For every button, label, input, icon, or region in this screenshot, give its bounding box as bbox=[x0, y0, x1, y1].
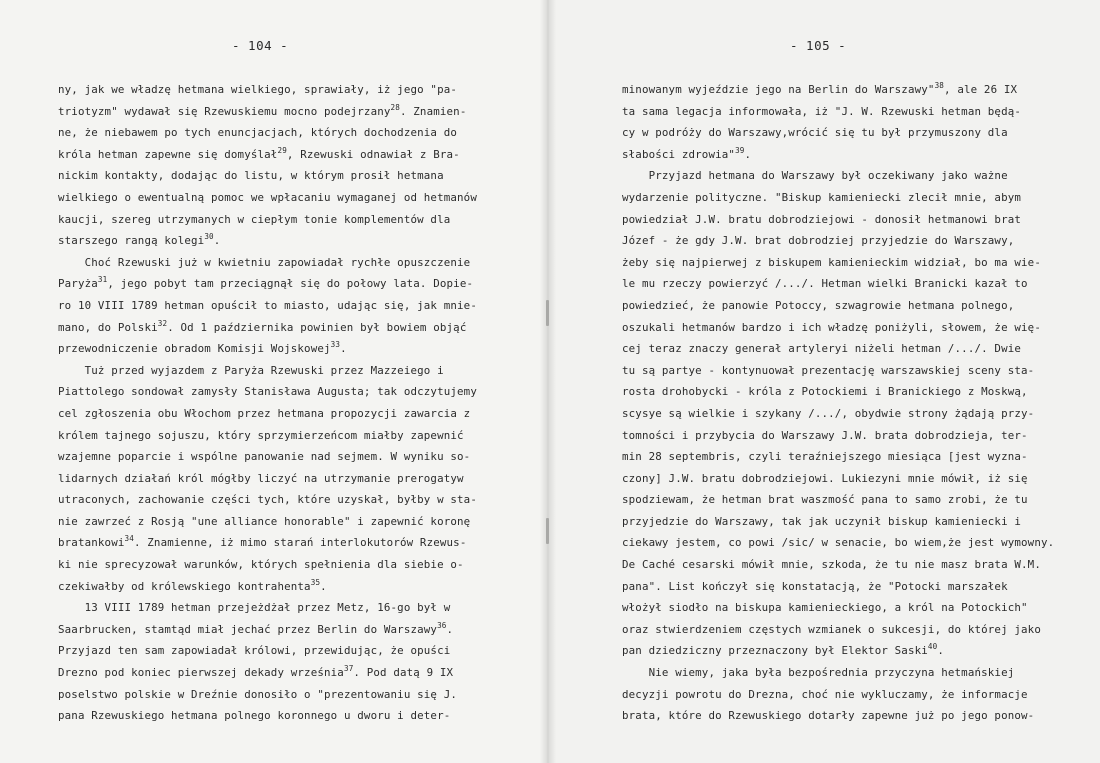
line-text: ciekawy jestem, co powi /sic/ w senacie, bo wiem,że jest wymowny. bbox=[622, 536, 1055, 550]
text-line bbox=[622, 425, 1054, 447]
line-text: powiedzieć, że panowie Potoccy, szwagrowie hetmana polnego, bbox=[622, 298, 1015, 312]
line-text: ny, jak we władzę hetmana wielkiego, sprawiały, iż jego "pa- bbox=[58, 83, 458, 96]
text-line bbox=[622, 403, 1054, 425]
text-line bbox=[58, 597, 477, 619]
line-text: starszego rangą kolegi bbox=[58, 234, 205, 248]
text-line bbox=[58, 79, 477, 101]
text-line bbox=[58, 554, 477, 576]
line-text-continued: . bbox=[320, 579, 327, 593]
footnote-marker: 34 bbox=[124, 534, 134, 544]
text-line bbox=[622, 381, 1054, 403]
text-line bbox=[58, 381, 477, 403]
line-text: Saarbrucken, stamtąd miał jechać przez Berlin do Warszawy bbox=[58, 622, 438, 636]
text-line bbox=[622, 446, 1054, 468]
line-text-continued: , ale 26 IX bbox=[944, 83, 1018, 96]
text-line bbox=[58, 360, 477, 382]
page-number-left: - 104 - bbox=[232, 38, 289, 53]
text-line bbox=[622, 597, 1054, 619]
text-line bbox=[622, 576, 1054, 598]
line-text: decyzji powrotu do Drezna, choć nie wykluczamy, że informacje bbox=[622, 687, 1028, 701]
staple-mark bbox=[546, 518, 549, 544]
line-text: oszukali hetmanów bardzo i ich władzę poniżyli, słowem, że wię- bbox=[622, 320, 1041, 334]
footnote-marker: 28 bbox=[390, 102, 400, 112]
line-text: włożył siodło na biskupa kamienieckiego, a król na Potockich" bbox=[622, 601, 1028, 615]
text-line bbox=[622, 684, 1054, 706]
footnote-marker: 39 bbox=[735, 145, 745, 155]
text-line bbox=[58, 403, 477, 425]
text-line bbox=[58, 144, 477, 166]
footnote-marker: 31 bbox=[97, 275, 108, 285]
line-text: Nie wiemy, jaka była bezpośrednia przyczyna hetmańskiej bbox=[622, 666, 1015, 680]
line-text: min 28 septembris, czyli teraźniejszego miesiąca [jest wyzna- bbox=[622, 450, 1028, 464]
line-text-continued: , jego pobyt tam przeciągnął się do połowy lata. Dopie- bbox=[107, 277, 474, 291]
line-text: ta sama legacja informowała, iż "J. W. Rzewuski hetman będą- bbox=[622, 104, 1022, 118]
footnote-marker: 35 bbox=[310, 577, 321, 587]
line-text: wydarzenie polityczne. "Biskup kamieniecki zlecił mnie, abym bbox=[622, 190, 1022, 204]
line-text: triotyzm" wydawał się Rzewuskiemu mocno podejrzany bbox=[58, 104, 391, 118]
page-number-right: - 105 - bbox=[790, 38, 847, 53]
line-text: Paryża bbox=[58, 277, 98, 291]
text-line bbox=[58, 468, 477, 490]
text-line bbox=[58, 187, 477, 209]
line-text-continued: . Znamien- bbox=[399, 104, 467, 118]
line-text-continued: , Rzewuski odnawiał z Bra- bbox=[286, 147, 460, 161]
line-text: rosta drohobycki - króla z Potockiemi i Branickiego z Moskwą, bbox=[622, 385, 1028, 399]
line-text: Drezno pod koniec pierwszej dekady września bbox=[58, 666, 344, 680]
line-text: czony] J.W. bratu dobrodziejowi. Lukiezyni mnie mówił, iż się bbox=[622, 471, 1028, 485]
text-line bbox=[58, 252, 477, 274]
line-text: poselstwo polskie w Dreźnie donosiło o "prezentowaniu się J. bbox=[58, 687, 458, 701]
text-line bbox=[622, 317, 1054, 339]
left-page-text bbox=[58, 79, 477, 727]
line-text: tomności i przybycia do Warszawy J.W. brata dobrodzieja, ter- bbox=[622, 428, 1028, 442]
text-line bbox=[58, 489, 477, 511]
line-text: ro 10 VIII 1789 hetman opuścił to miasto, udając się, jak mnie- bbox=[58, 298, 477, 312]
text-line bbox=[58, 273, 477, 295]
text-line bbox=[58, 576, 477, 598]
text-line bbox=[58, 446, 477, 468]
text-line bbox=[622, 230, 1054, 252]
footnote-marker: 29 bbox=[277, 145, 287, 155]
line-text: Choć Rzewuski już w kwietniu zapowiadał rychłe opuszczenie bbox=[58, 255, 471, 269]
text-line bbox=[622, 489, 1054, 511]
text-line bbox=[58, 165, 477, 187]
text-line bbox=[58, 619, 477, 641]
text-line bbox=[58, 101, 477, 123]
text-line bbox=[58, 338, 477, 360]
text-line bbox=[622, 273, 1054, 295]
text-line bbox=[622, 295, 1054, 317]
line-text: nickim kontakty, dodając do listu, w którym prosił hetmana bbox=[58, 169, 444, 183]
line-text: wielkiego o ewentualną pomoc we wpłacaniu wymaganej od hetmanów bbox=[58, 190, 477, 204]
line-text: słabości zdrowia" bbox=[622, 147, 736, 161]
line-text: pan dziedziczny przeznaczony był Elektor Saski bbox=[622, 644, 928, 658]
text-line bbox=[622, 360, 1054, 382]
line-text: cy w podróży do Warszawy,wrócić się tu był przymuszony dla bbox=[622, 126, 1008, 140]
footnote-marker: 37 bbox=[343, 664, 354, 674]
line-text: królem tajnego sojuszu, który sprzymierzeńcom miałby zapewnić bbox=[58, 428, 464, 442]
line-text: pana Rzewuskiego hetmana polnego koronnego u dworu i deter- bbox=[58, 709, 451, 723]
footnote-marker: 32 bbox=[157, 318, 168, 328]
footnote-marker: 40 bbox=[927, 642, 938, 652]
line-text: 13 VIII 1789 hetman przejeżdżał przez Metz, 16-go był w bbox=[58, 601, 451, 615]
line-text: ki nie sprecyzował warunków, których spełnienia dla siebie o- bbox=[58, 558, 464, 572]
line-text: Przyjazd hetmana do Warszawy był oczekiwany jako ważne bbox=[622, 169, 1008, 183]
line-text: scysye są wielkie i szykany /.../, obydwie strony żądają przy- bbox=[622, 406, 1035, 420]
text-line bbox=[622, 144, 1054, 166]
text-line bbox=[622, 705, 1054, 727]
text-line bbox=[58, 511, 477, 533]
line-text: brata, które do Rzewuskiego dotarły zapewne już po jego ponow- bbox=[622, 709, 1035, 723]
line-text: Piattolego sondował zamysły Stanisława Augusta; tak odczytujemy bbox=[58, 385, 477, 399]
text-line bbox=[58, 662, 477, 684]
line-text: Józef - że gdy J.W. brat dobrodziej przyjedzie do Warszawy, bbox=[622, 234, 1015, 248]
text-line bbox=[58, 684, 477, 706]
footnote-marker: 30 bbox=[204, 232, 214, 242]
line-text: cej teraz znaczy generał artyleryi niżeli hetman /.../. Dwie bbox=[622, 342, 1022, 356]
line-text: żeby się najpierwej z biskupem kamienieckim widział, bo ma wie- bbox=[622, 255, 1041, 269]
line-text-continued: . Znamienne, iż mimo starań interlokutorów Rzewus- bbox=[133, 536, 467, 550]
footnote-marker: 38 bbox=[934, 81, 945, 90]
line-text-continued: . Pod datą 9 IX bbox=[353, 666, 454, 680]
text-line bbox=[622, 640, 1054, 662]
line-text-continued: . bbox=[937, 644, 945, 658]
right-page-text bbox=[622, 79, 1054, 727]
line-text-continued: . bbox=[446, 622, 454, 636]
text-line bbox=[58, 640, 477, 662]
line-text: czekiwałby od królewskiego kontrahenta bbox=[58, 579, 311, 593]
line-text: minowanym wyjeździe jego na Berlin do Warszawy" bbox=[622, 83, 935, 96]
text-line bbox=[58, 317, 477, 339]
text-line bbox=[622, 468, 1054, 490]
line-text-continued: . bbox=[744, 147, 752, 161]
text-line bbox=[622, 662, 1054, 684]
footnote-marker: 33 bbox=[330, 340, 341, 350]
text-line bbox=[622, 511, 1054, 533]
line-text: lidarnych działań król mógłby liczyć na utrzymanie prerogatyw bbox=[58, 471, 464, 485]
line-text-continued: . Od 1 października powinien był bowiem objąć bbox=[167, 320, 467, 334]
line-text-continued: . bbox=[340, 342, 347, 356]
text-line bbox=[58, 705, 477, 727]
line-text: przyjedzie do Warszawy, tak jak uczynił biskup kamieniecki i bbox=[622, 514, 1022, 528]
page-gutter bbox=[540, 0, 556, 763]
line-text-continued: . bbox=[213, 234, 221, 248]
line-text: utraconych, zachowanie części tych, które uzyskał, byłby w sta- bbox=[58, 493, 477, 507]
line-text: ne, że niebawem po tych enuncjacjach, których dochodzenia do bbox=[58, 126, 458, 140]
line-text: cel zgłoszenia obu Włochom przez hetmana propozycji zawarcia z bbox=[58, 406, 471, 420]
text-line bbox=[622, 209, 1054, 231]
line-text: tu są partye - kontynuował prezentację warszawskiej sceny sta- bbox=[622, 363, 1035, 377]
text-line bbox=[622, 165, 1054, 187]
line-text: Przyjazd ten sam zapowiadał królowi, przewidując, że opuści bbox=[58, 644, 451, 658]
text-line bbox=[622, 338, 1054, 360]
line-text: oraz stwierdzeniem częstych wzmianek o sukcesji, do której jako bbox=[622, 622, 1041, 636]
text-line bbox=[622, 554, 1054, 576]
text-line bbox=[58, 425, 477, 447]
text-line bbox=[622, 252, 1054, 274]
line-text: De Caché cesarski mówił mnie, szkoda, że tu nie masz brata W.M. bbox=[622, 558, 1041, 572]
text-line bbox=[622, 79, 1054, 101]
text-line bbox=[58, 230, 477, 252]
text-line bbox=[622, 101, 1054, 123]
line-text: le mu rzeczy powierzyć /.../. Hetman wielki Branicki kazał to bbox=[622, 277, 1028, 291]
text-line bbox=[58, 122, 477, 144]
footnote-marker: 36 bbox=[437, 620, 447, 630]
line-text: kaucji, szereg utrzymanych w ciepłym tonie komplementów dla bbox=[58, 212, 451, 226]
line-text: bratankowi bbox=[58, 536, 125, 550]
left-page bbox=[0, 0, 548, 763]
line-text: króla hetman zapewne się domyślał bbox=[58, 147, 278, 161]
line-text: nie zawrzeć z Rosją "une alliance honorable" i zapewnić koronę bbox=[58, 514, 471, 528]
line-text: powiedział J.W. bratu dobrodziejowi - donosił hetmanowi brat bbox=[622, 212, 1022, 226]
text-line bbox=[622, 532, 1054, 554]
line-text: wzajemne poparcie i wspólne panowanie nad sejmem. W wyniku so- bbox=[58, 450, 471, 464]
text-line bbox=[58, 209, 477, 231]
text-line bbox=[58, 532, 477, 554]
text-line bbox=[622, 619, 1054, 641]
text-line bbox=[622, 187, 1054, 209]
line-text: przewodniczenie obradom Komisji Wojskowej bbox=[58, 342, 331, 356]
text-line bbox=[58, 295, 477, 317]
text-line bbox=[622, 122, 1054, 144]
line-text: spodziewam, że hetman brat waszmość pana to samo zrobi, że tu bbox=[622, 493, 1028, 507]
staple-mark bbox=[546, 300, 549, 326]
line-text: mano, do Polski bbox=[58, 320, 158, 334]
line-text: Tuż przed wyjazdem z Paryża Rzewuski przez Mazzeiego i bbox=[58, 363, 444, 377]
line-text: pana". List kończył się konstatacją, że "Potocki marszałek bbox=[622, 579, 1008, 593]
